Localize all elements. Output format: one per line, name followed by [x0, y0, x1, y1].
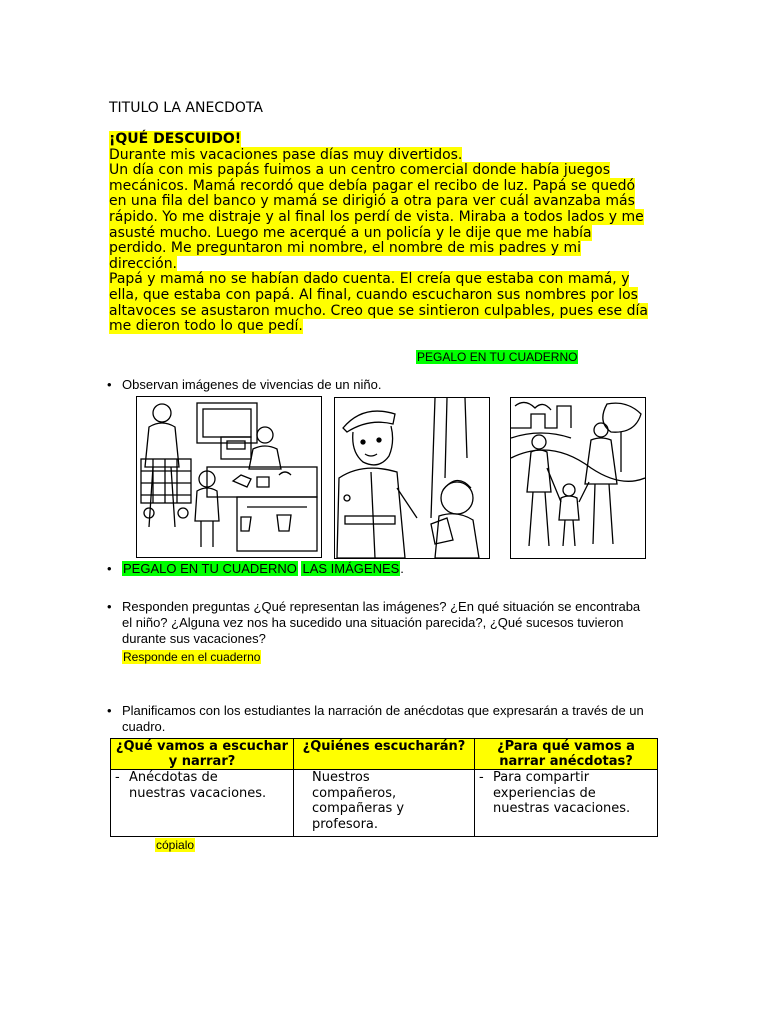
bullet-dot-icon: • [107, 703, 112, 718]
table-cell [475, 770, 658, 837]
illustration-police [334, 397, 490, 559]
dash-marker: - [479, 770, 484, 785]
story-line: Durante mis vacaciones pase días muy divertidos. [109, 146, 463, 163]
illustration-cashier [136, 396, 322, 558]
table-cell: Nuestros compañeros, compañeras y profesora. [294, 770, 475, 837]
bullet-responden [107, 599, 652, 647]
copialo-tag: cópialo [156, 838, 195, 852]
cell-text: Anécdotas de [129, 770, 218, 785]
story-line: altavoces se asustaron mucho. Creo que se sintieron culpables, pues ese día [109, 302, 648, 319]
story-line: mecánicos. Mamá recordó que debía pagar el recibo de luz. Papá se quedó [109, 177, 636, 194]
imagenes-tag: LAS IMÁGENES [302, 561, 400, 576]
table-cell [111, 770, 294, 837]
cell-text: nuestras vacaciones. [493, 801, 631, 816]
story-line: rápido. Yo me distraje y al final los perdí de vista. Miraba a todos lados y me [109, 208, 644, 225]
story-line: Papá y mamá no se habían dado cuenta. El creía que estaba con mamá, y [109, 271, 630, 288]
bullet-observan [107, 377, 382, 393]
story-line: ella, que estaba con papá. Al final, cuando escucharon sus nombres por los [109, 286, 638, 303]
bullet-period: . [400, 561, 404, 576]
cell-text: Para compartir [493, 770, 590, 785]
story-line: dirección. [109, 255, 178, 272]
responde-tag: Responde en el cuaderno [123, 650, 261, 664]
story-line: me dieron todo lo que pedí. [109, 318, 303, 335]
pegalo-tag: PEGALO EN TU CUADERNO [123, 561, 297, 576]
story-line: asusté mucho. Luego me acerqué a un policía y le dije que me había [109, 224, 592, 241]
bullet-text: Planificamos con los estudiantes la narración de anécdotas que expresarán a través de un cuadro. [122, 703, 644, 734]
bullet-pegalo-imagenes [107, 561, 404, 577]
story-line: perdido. Me preguntaron mi nombre, el nombre de mis padres y mi [109, 240, 581, 257]
table-header-cell: ¿Quiénes escucharán? [294, 739, 475, 770]
police-officer-child-illustration-icon [335, 398, 489, 558]
illustration-park [510, 397, 646, 559]
bullet-dot-icon: • [107, 599, 112, 614]
family-walking-park-illustration-icon [511, 398, 645, 558]
table-header-cell: ¿Para qué vamos a narrar anécdotas? [475, 739, 658, 770]
table-header-row [111, 739, 658, 770]
story-heading: ¡QUÉ DESCUIDO! [109, 131, 242, 147]
planning-table [110, 738, 658, 837]
document-title: TITULO LA ANECDOTA [109, 100, 263, 116]
pegalo-tag: PEGALO EN TU CUADERNO [417, 350, 578, 364]
bullet-text: Observan imágenes de vivencias de un niño. [122, 377, 382, 392]
table-row [111, 770, 658, 837]
bullet-dot-icon: • [107, 561, 112, 576]
shopping-family-cashier-illustration-icon [137, 397, 321, 557]
cell-text: nuestras vacaciones. [129, 785, 267, 801]
bullet-dot-icon: • [107, 377, 112, 392]
story-line: en una fila del banco y mamá se dirigió a otra para ver cuál avanzaba más [109, 193, 635, 210]
table-header-cell: ¿Qué vamos a escuchar y narrar? [111, 739, 294, 770]
bullet-planificamos [107, 703, 662, 735]
anecdote-story [109, 132, 669, 335]
bullet-text: Responden preguntas ¿Qué representan las imágenes? ¿En qué situación se encontraba el niño? ¿Alguna vez nos ha sucedido una situación parecida?, ¿Qué sucesos tuvieron durante sus vacaciones? [122, 599, 641, 646]
dash-marker: - [115, 770, 120, 785]
story-line: Un día con mis papás fuimos a un centro comercial donde había juegos [109, 162, 611, 179]
cell-text: experiencias de [493, 785, 596, 801]
